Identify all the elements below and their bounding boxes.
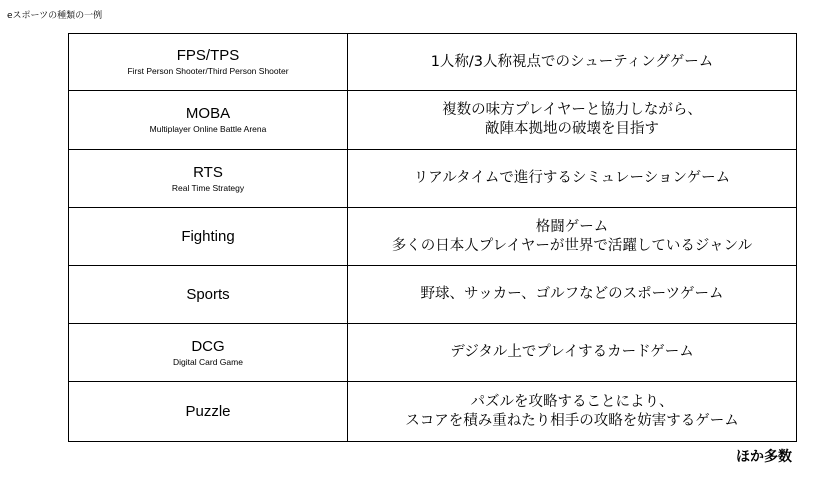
footer-note: ほか多数 bbox=[736, 449, 792, 465]
genre-description-line: 野球、サッカー、ゴルフなどのスポーツゲーム bbox=[420, 286, 724, 302]
genre-description-line: 1人称/3人称視点でのシューティングゲーム bbox=[430, 53, 714, 70]
description-cell bbox=[348, 324, 797, 382]
genre-full-name: Digital Card Game bbox=[173, 356, 243, 367]
genre-full-name: First Person Shooter/Third Person Shooter bbox=[127, 66, 289, 76]
genre-cell bbox=[69, 34, 348, 91]
genre-name: FPS/TPS bbox=[176, 47, 240, 64]
genre-description-line: スコアを積み重ねたり相手の攻略を妨害するゲーム bbox=[405, 412, 739, 429]
genre-description-line: 複数の味方プレイヤーと協力しながら、 bbox=[442, 102, 702, 118]
genre-cell bbox=[69, 382, 348, 442]
description-cell bbox=[348, 150, 797, 208]
genre-name: Fighting bbox=[181, 227, 235, 245]
table-row bbox=[69, 208, 797, 266]
genre-cell bbox=[69, 150, 348, 208]
genre-name: Sports bbox=[186, 285, 230, 303]
description-cell bbox=[348, 208, 797, 266]
genre-name: DCG bbox=[191, 337, 225, 355]
genre-full-name: Multiplayer Online Battle Arena bbox=[149, 124, 267, 134]
genre-cell bbox=[69, 91, 348, 150]
description-cell bbox=[348, 34, 797, 91]
genre-name: RTS bbox=[193, 163, 223, 181]
genre-description-line: 敵陣本拠地の破壊を目指す bbox=[485, 121, 659, 137]
description-cell bbox=[348, 382, 797, 442]
description-cell bbox=[348, 91, 797, 150]
table-row bbox=[69, 324, 797, 382]
genre-name: Puzzle bbox=[185, 402, 231, 420]
table-row bbox=[69, 150, 797, 208]
table-row bbox=[69, 266, 797, 324]
esports-genre-table bbox=[68, 33, 797, 442]
genre-cell bbox=[69, 324, 348, 382]
table-row bbox=[69, 382, 797, 442]
table-caption: eスポーツの種類の一例 bbox=[7, 11, 103, 21]
genre-description-line: リアルタイムで進行するシミュレーションゲーム bbox=[413, 170, 731, 186]
genre-description-line: パズルを攻略することにより、 bbox=[470, 393, 674, 410]
description-cell bbox=[348, 266, 797, 324]
table-row bbox=[69, 34, 797, 91]
genre-name: MOBA bbox=[185, 105, 231, 122]
genre-cell bbox=[69, 208, 348, 266]
genre-description-line: デジタル上でプレイするカードゲーム bbox=[450, 344, 694, 360]
table-row bbox=[69, 91, 797, 150]
genre-cell bbox=[69, 266, 348, 324]
genre-description-line: 多くの日本人プレイヤーが世界で活躍しているジャンル bbox=[391, 237, 753, 254]
genre-full-name: Real Time Strategy bbox=[171, 182, 245, 193]
genre-description-line: 格闘ゲーム bbox=[535, 218, 609, 235]
